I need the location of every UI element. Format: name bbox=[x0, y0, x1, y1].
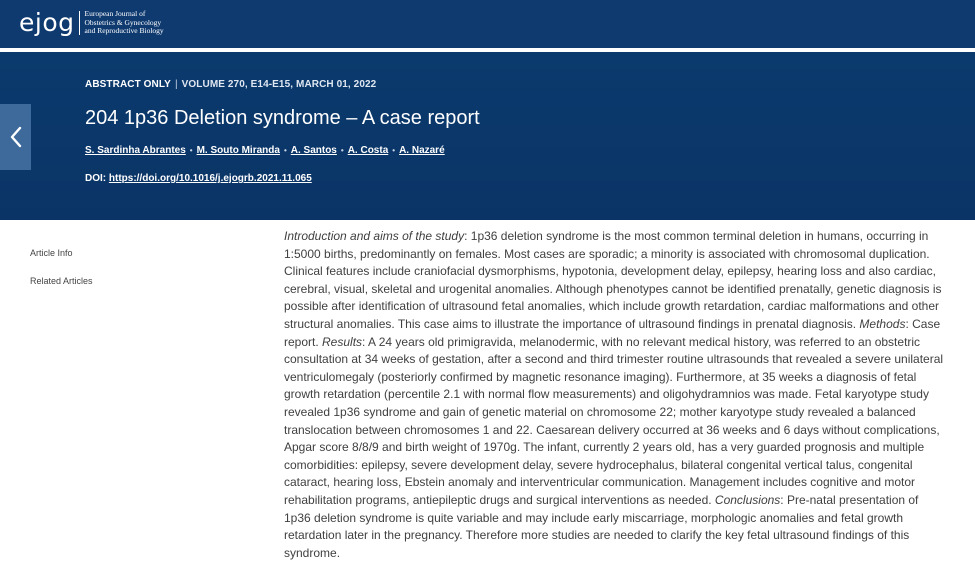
logo-subtitle-line-2: Obstetrics & Gynecology bbox=[84, 17, 162, 27]
volume-info: VOLUME 270, E14-E15, MARCH 01, 2022 bbox=[181, 79, 377, 90]
author-link-4[interactable]: A. Costa bbox=[347, 145, 389, 156]
article-sidebar bbox=[30, 248, 93, 304]
abstract-body bbox=[284, 228, 944, 562]
abstract-only-badge: ABSTRACT ONLY bbox=[85, 79, 171, 90]
intro-text: : 1p36 deletion syndrome is the most common terminal deletion in humans, occurring in 1:5000 births, predominantly on females. Most cases are sporadic; a minority is associated with chromosomal duplication. Clinical features include craniofacial dysmorphisms, hypotonia, development delay, epilepsy, hearing loss and also cardiac, cerebral, visual, skeletal and urogenital anomalies. Although phenotypes cannot be identified prenatally, genetic diagnosis is possible after identification of ultrasound fetal anomalies, which include growth retardation, cardiac malformations and other structural anomalies. This case aims to illustrate the importance of ultrasound findings in prenatal diagnosis. bbox=[284, 229, 942, 331]
logo-subtitle-line-1: European Journal of bbox=[84, 9, 146, 19]
meta-separator: | bbox=[174, 79, 178, 90]
chevron-left-icon bbox=[9, 126, 23, 148]
doi-line bbox=[85, 173, 312, 184]
journal-logo[interactable] bbox=[19, 9, 164, 37]
methods-label: Methods bbox=[859, 316, 906, 331]
results-text: : A 24 years old primigravida, melanodermic, with no relevant medical history, was referred to an obstetric consultation at 34 weeks of gestation, after a second and third trimester routine ultrasounds that revealed a severe unilateral ventriculomegaly (posteriorly confirmed by magnetic resonance imaging). Furthermore, at 35 weeks a diagnosis of fetal growth retardation (percentile 2.1 with normal flow measurements) and oligohydramnios was made. Fetal karyotype study revealed 1p36 syndrome and gain of genetic material on chromosome 22; mother karyotype study revealed a balanced translocation between chromosomes 1 and 22. Caesarean delivery occurred at 36 weeks and 6 days without complications, Apgar score 8/8/9 and birth weight of 1970g. The infant, currently 2 years old, has a very guarded prognosis and multiple comorbidities: epilepsy, severe development delay, severe hydrocephalus, bilateral congenital vertical talus, congenital cataract, hearing loss, Ebstein anomaly and interventricular communication. Management includes cognitive and motor rehabilitation programs, antiepileptic drugs and surgical interventions as needed. bbox=[284, 334, 944, 507]
logo-divider bbox=[79, 11, 80, 35]
author-link-3[interactable]: A. Santos bbox=[290, 145, 337, 156]
article-title: 204 1p36 Deletion syndrome – A case report bbox=[85, 107, 480, 129]
author-separator: • bbox=[189, 146, 193, 155]
sidebar-item-related-articles[interactable]: Related Articles bbox=[30, 276, 93, 286]
logo-subtitle bbox=[85, 10, 164, 36]
intro-label: Introduction and aims of the study bbox=[284, 229, 465, 243]
author-link-5[interactable]: A. Nazaré bbox=[399, 145, 445, 156]
conclusions-label: Conclusions bbox=[714, 492, 781, 507]
methods-text: : Case report. bbox=[284, 316, 941, 349]
article-header bbox=[0, 52, 975, 220]
author-separator: • bbox=[340, 146, 344, 155]
logo-subtitle-line-3: and Reproductive Biology bbox=[84, 26, 164, 36]
author-list bbox=[85, 145, 445, 156]
doi-label: DOI: bbox=[85, 173, 107, 184]
results-label: Results bbox=[322, 334, 363, 349]
author-link-1[interactable]: S. Sardinha Abrantes bbox=[85, 145, 186, 156]
article-meta bbox=[85, 79, 376, 90]
site-header bbox=[0, 0, 975, 50]
author-link-2[interactable]: M. Souto Miranda bbox=[196, 145, 280, 156]
conclusions-text: : Pre-natal presentation of 1p36 deletion syndrome is quite variable and may include early miscarriage, morphologic anomalies and fetal growth retardation later in the pregnancy. Therefore more studies are needed to clarify the key fetal ultrasound findings of this syndrome. bbox=[284, 492, 919, 560]
sidebar-item-article-info[interactable]: Article Info bbox=[30, 248, 73, 258]
author-separator: • bbox=[283, 146, 287, 155]
previous-article-button[interactable] bbox=[0, 104, 31, 170]
author-separator: • bbox=[392, 146, 396, 155]
logo-wordmark: ejog bbox=[19, 8, 75, 37]
doi-link[interactable]: https://doi.org/10.1016/j.ejogrb.2021.11.065 bbox=[108, 173, 312, 184]
